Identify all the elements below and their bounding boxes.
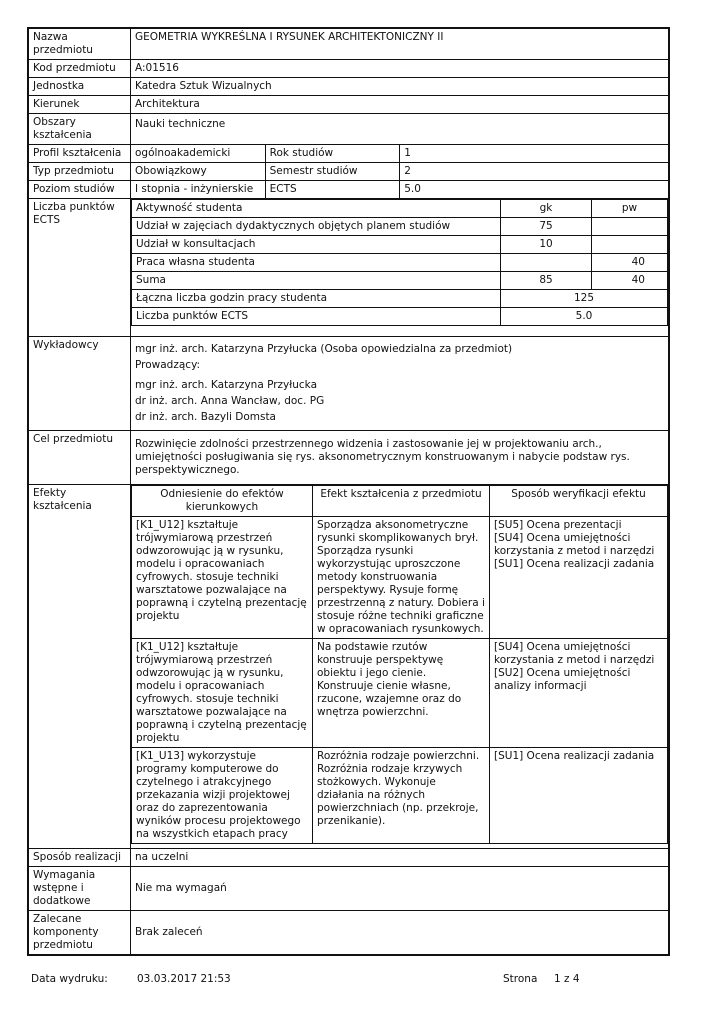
value-rok: 1 (400, 145, 669, 163)
label-jednostka: Jednostka (28, 78, 131, 96)
label-poziom: Poziom studiów (28, 181, 131, 199)
value-nazwa: GEOMETRIA WYKREŚLNA I RYSUNEK ARCHITEKTONICZNY II (131, 28, 670, 60)
lecturer-item: mgr inż. arch. Katarzyna Przyłucka (135, 379, 318, 391)
syllabus-table (27, 27, 670, 956)
ects-row: Udział w konsultacjach 10 (132, 236, 668, 254)
lecturer-responsible: mgr inż. arch. Katarzyna Przyłucka (Osoba opowiedzialna za przedmiot) (135, 343, 513, 355)
value-zalecane: Brak zaleceń (131, 911, 670, 956)
prowadzacy-label: Prowadzący: (135, 359, 201, 371)
value-wymagania: Nie ma wymagań (131, 867, 670, 911)
value-ects: 5.0 (400, 181, 669, 199)
value-kod: A:01516 (131, 60, 670, 78)
ects-row: Suma 85 40 (132, 272, 668, 290)
page-number: 1 z 4 (554, 973, 580, 985)
page-label: Strona (503, 973, 538, 985)
value-poziom: I stopnia - inżynierskie (131, 181, 266, 199)
label-ects: ECTS (265, 181, 400, 199)
print-date-value: 03.03.2017 21:53 (137, 973, 231, 985)
value-jednostka: Katedra Sztuk Wizualnych (131, 78, 670, 96)
label-semestr: Semestr studiów (265, 163, 400, 181)
value-realizacja: na uczelni (131, 849, 670, 867)
label-efekty: Efekty kształcenia (28, 485, 131, 849)
effects-header-effect: Efekt kształcenia z przedmiotu (313, 486, 490, 517)
ects-total-hours-row: Łączna liczba godzin pracy studenta 125 (132, 290, 668, 308)
ects-row: Praca własna studenta 40 (132, 254, 668, 272)
value-kierunek: Architektura (131, 96, 670, 114)
effects-header-verify: Sposób weryfikacji efektu (490, 486, 668, 517)
syllabus-document (27, 27, 670, 956)
lecturer-item: dr inż. arch. Anna Wancław, doc. PG (135, 395, 325, 407)
value-obszary: Nauki techniczne (131, 114, 670, 145)
label-nazwa: Nazwa przedmiotu (28, 28, 131, 60)
print-date-label: Data wydruku: (31, 973, 108, 985)
value-typ: Obowiązkowy (131, 163, 266, 181)
lecturers-cell (131, 337, 670, 431)
effects-row: [K1_U13] wykorzystuje programy komputerowe do czytelnego i atrakcyjnego przekazania wizji projektowej oraz do zaprezentowania wyników procesu projektowego na wszystkich etapach pracy Rozróżnia rodzaje powierzchni. Rozróżnia rodzaje krzywych stożkowych. Wykonuje działania na różnych powierzchniach (np. przekroje, przenikanie). [SU1] Ocena realizacji zadania (132, 748, 668, 844)
ects-header-activity: Aktywność studenta (132, 200, 501, 218)
label-liczba-ects: Liczba punktów ECTS (28, 199, 131, 337)
value-cel: Rozwinięcie zdolności przestrzennego widzenia i zastosowanie jej w projektowaniu arch., umiejętności posługiwania się rys. aksonometrycznym konstruowanym i nabycie podstaw rys. perspektywicznego. (131, 431, 670, 485)
label-wykladowcy: Wykładowcy (28, 337, 131, 431)
value-semestr: 2 (400, 163, 669, 181)
lecturer-item: dr inż. arch. Bazyli Domsta (135, 411, 276, 423)
effects-row: [K1_U12] kształtuje trójwymiarową przestrzeń odwzorowując ją w rysunku, modelu i opracowaniach cyfrowych. stosuje techniki warsztatowe pozwalające na poprawną i czytelną prezentację projektu Sporządza aksonometryczne rysunki skomplikowanych brył. Sporządza rysunki wykorzystując uproszczone metody konstruowania perspektywy. Rysuje formę przestrzenną z natury. Dobiera i stosuje różne techniki graficzne w opracowaniach rysunkowych. [SU5] Ocena prezentacji [SU4] Ocena umiejętności korzystania z metod i narzędzi [SU1] Ocena realizacji zadania (132, 517, 668, 639)
label-kierunek: Kierunek (28, 96, 131, 114)
label-kod: Kod przedmiotu (28, 60, 131, 78)
ects-table (131, 199, 668, 326)
label-realizacja: Sposób realizacji (28, 849, 131, 867)
value-profil: ogólnoakademicki (131, 145, 266, 163)
label-rok: Rok studiów (265, 145, 400, 163)
label-cel: Cel przedmiotu (28, 431, 131, 485)
label-typ: Typ przedmiotu (28, 163, 131, 181)
effects-row: [K1_U12] kształtuje trójwymiarową przestrzeń odwzorowując ją w rysunku, modelu i opracowaniach cyfrowych. stosuje techniki warsztatowe pozwalające na poprawną i czytelną prezentację projektu Na podstawie rzutów konstruuje perspektywę obiektu i jego cienie. Konstruuje cienie własne, rzucone, wzajemne oraz do wnętrza powierzchni. [SU4] Ocena umiejętności korzystania z metod i narzędzi [SU2] Ocena umiejętności analizy informacji (132, 639, 668, 748)
label-obszary: Obszary kształcenia (28, 114, 131, 145)
label-zalecane: Zalecane komponenty przedmiotu (28, 911, 131, 956)
ects-total-ects-row: Liczba punktów ECTS 5.0 (132, 308, 668, 326)
effects-header-ref: Odniesienie do efektów kierunkowych (132, 486, 313, 517)
ects-header-gk: gk (501, 200, 592, 218)
ects-header-pw: pw (592, 200, 668, 218)
label-wymagania: Wymagania wstępne i dodatkowe (28, 867, 131, 911)
ects-row: Udział w zajęciach dydaktycznych objętych planem studiów 75 (132, 218, 668, 236)
effects-table (131, 485, 668, 844)
label-profil: Profil kształcenia (28, 145, 131, 163)
